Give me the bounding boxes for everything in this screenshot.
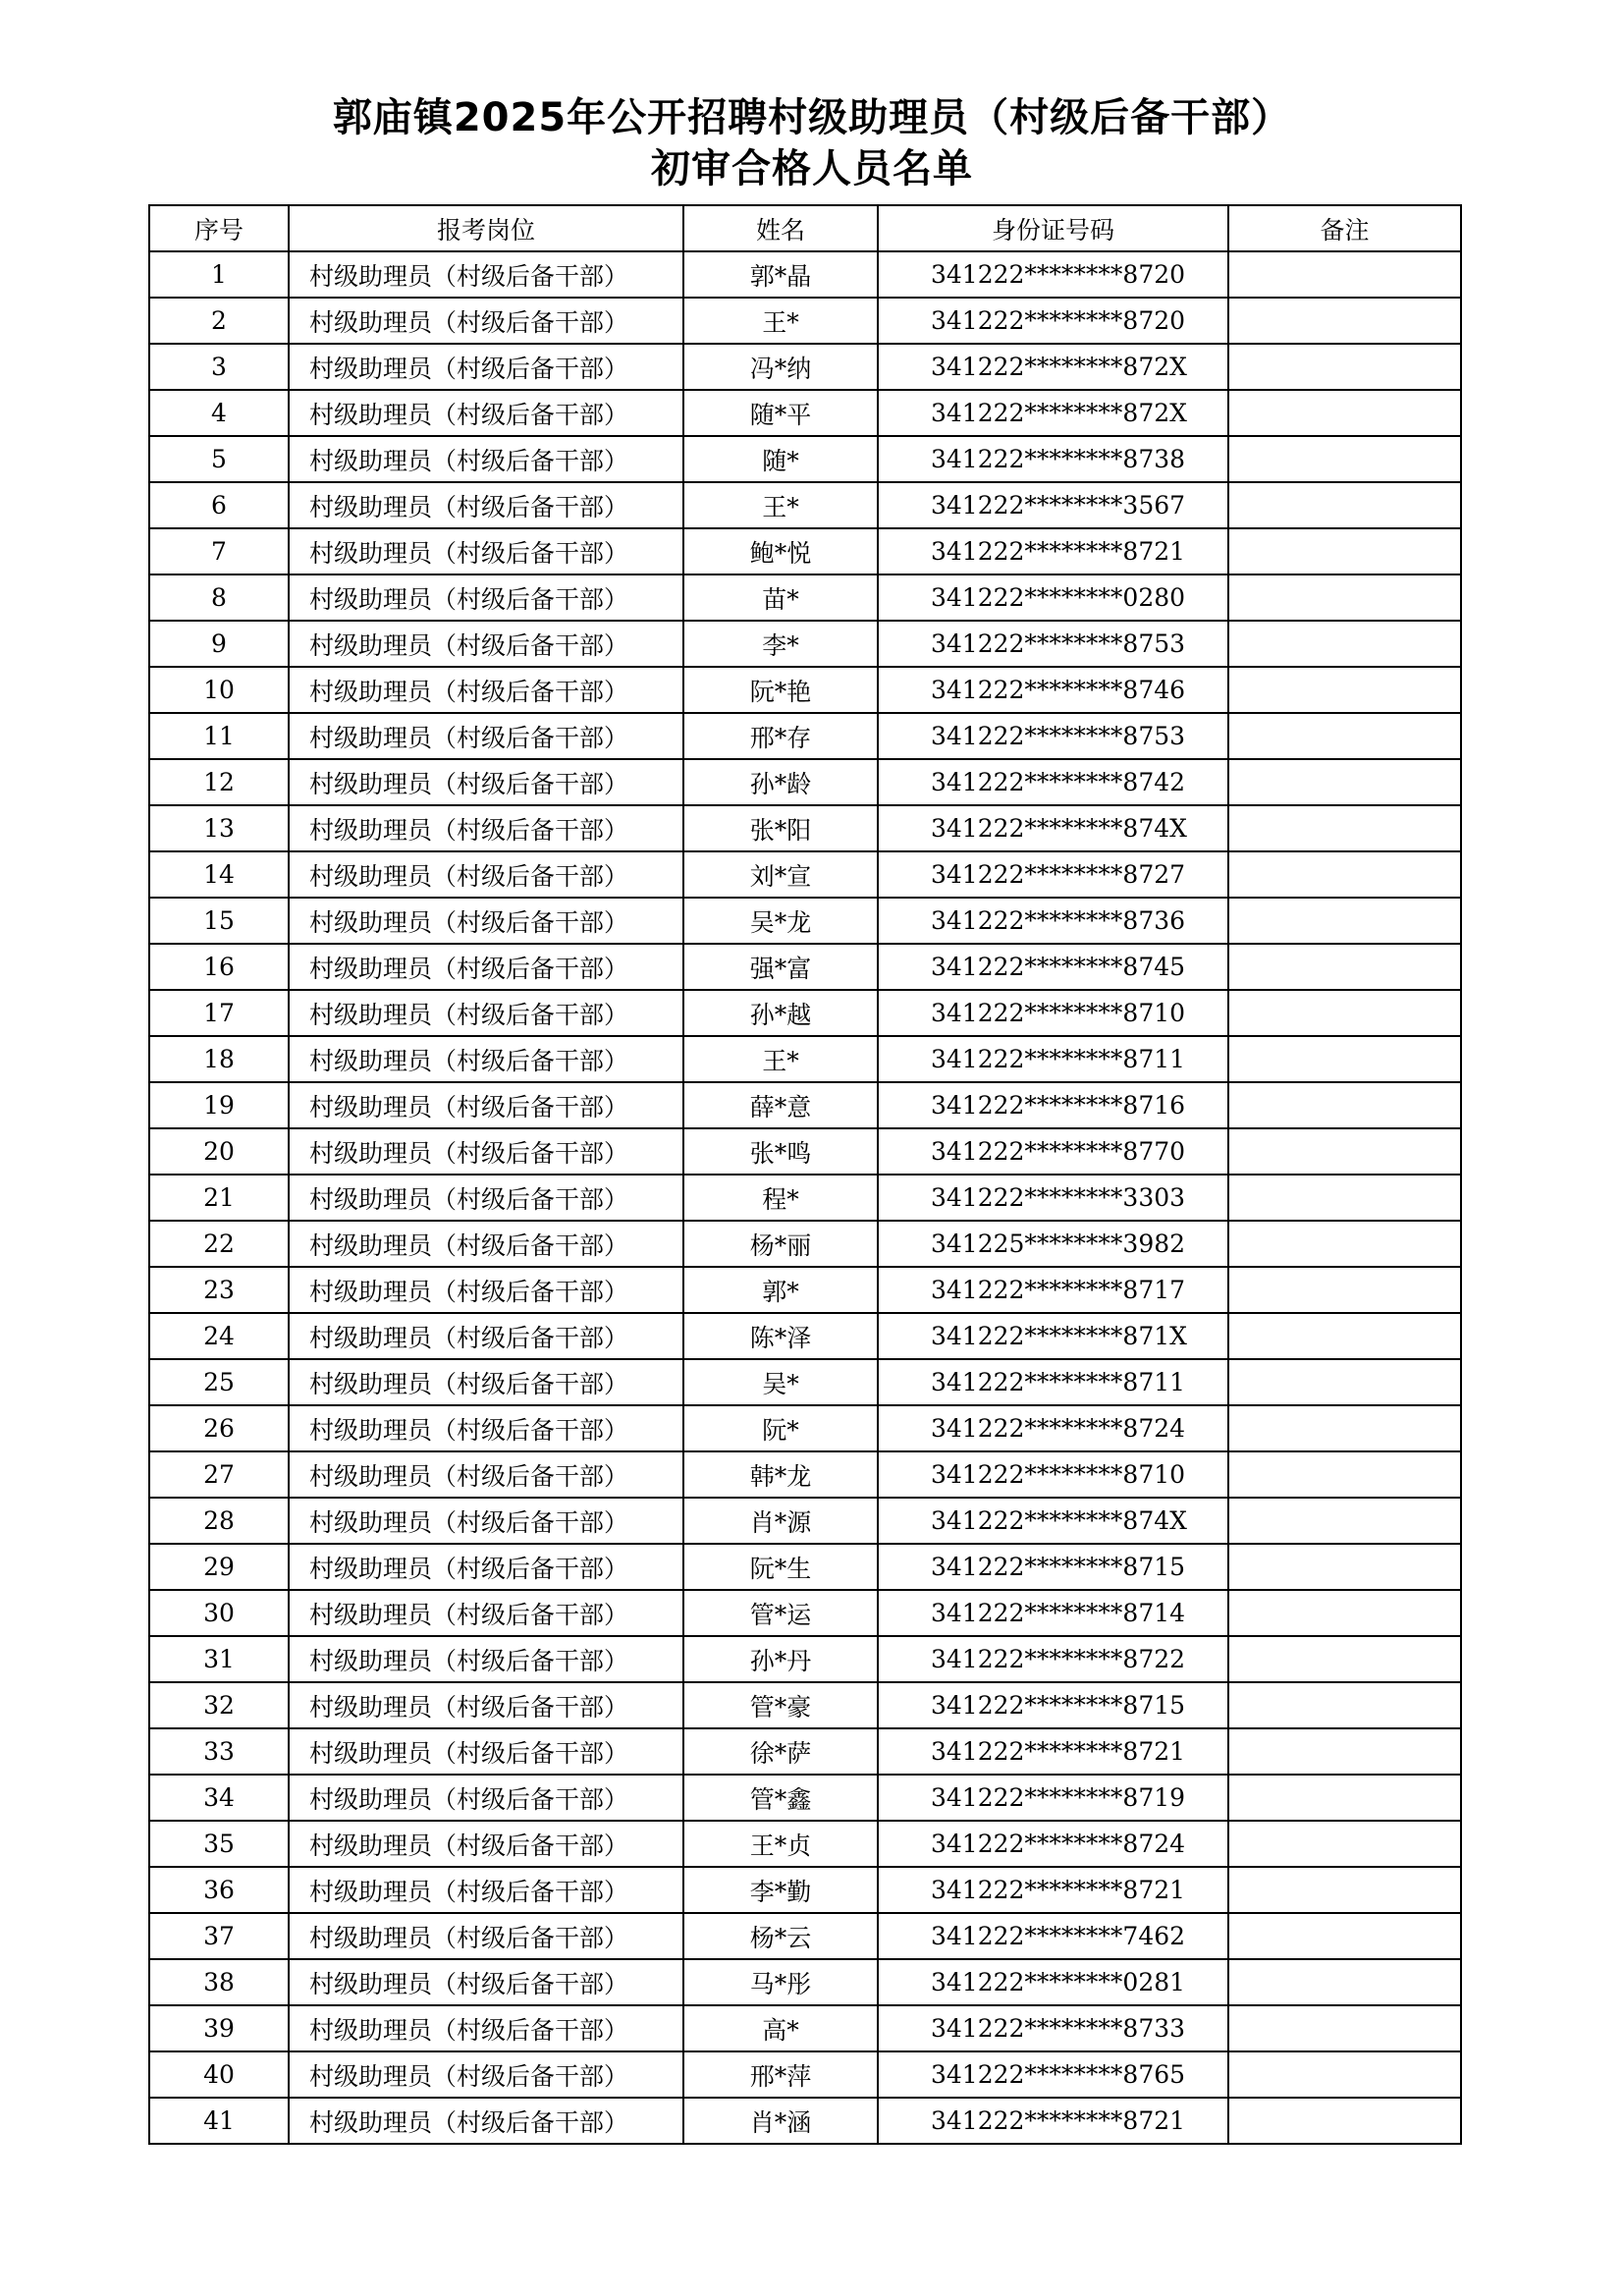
table-row — [149, 1821, 1461, 1867]
cell-id-number: 341222********8736 — [878, 898, 1228, 944]
cell-serial-number: 28 — [149, 1498, 289, 1544]
cell-serial-number: 3 — [149, 344, 289, 390]
cell-remarks — [1228, 805, 1461, 851]
table-row — [149, 1082, 1461, 1128]
cell-applied-position: 村级助理员（村级后备干部） — [289, 1175, 683, 1221]
cell-id-number: 341222********871X — [878, 1313, 1228, 1359]
table-row — [149, 1636, 1461, 1682]
cell-id-number: 341222********8721 — [878, 528, 1228, 574]
cell-remarks — [1228, 1036, 1461, 1082]
cell-name: 李*勤 — [683, 1867, 878, 1913]
cell-id-number: 341225********3982 — [878, 1221, 1228, 1267]
cell-serial-number: 25 — [149, 1359, 289, 1405]
table-header-row — [149, 205, 1461, 251]
table-row — [149, 1867, 1461, 1913]
cell-serial-number: 41 — [149, 2098, 289, 2144]
cell-id-number: 341222********3567 — [878, 482, 1228, 528]
cell-applied-position: 村级助理员（村级后备干部） — [289, 713, 683, 759]
cell-name: 张*阳 — [683, 805, 878, 851]
cell-remarks — [1228, 1636, 1461, 1682]
cell-id-number: 341222********872X — [878, 344, 1228, 390]
cell-remarks — [1228, 574, 1461, 621]
cell-id-number: 341222********8716 — [878, 1082, 1228, 1128]
cell-remarks — [1228, 667, 1461, 713]
cell-id-number: 341222********8724 — [878, 1821, 1228, 1867]
cell-applied-position: 村级助理员（村级后备干部） — [289, 298, 683, 344]
table-row — [149, 251, 1461, 298]
table-row — [149, 1590, 1461, 1636]
cell-serial-number: 21 — [149, 1175, 289, 1221]
cell-remarks — [1228, 1359, 1461, 1405]
cell-id-number: 341222********7462 — [878, 1913, 1228, 1959]
cell-applied-position: 村级助理员（村级后备干部） — [289, 436, 683, 482]
cell-applied-position: 村级助理员（村级后备干部） — [289, 898, 683, 944]
cell-serial-number: 16 — [149, 944, 289, 990]
cell-id-number: 341222********8711 — [878, 1036, 1228, 1082]
cell-remarks — [1228, 1913, 1461, 1959]
cell-id-number: 341222********8738 — [878, 436, 1228, 482]
cell-name: 郭*晶 — [683, 251, 878, 298]
cell-name: 邢*存 — [683, 713, 878, 759]
document-title-line1: 郭庙镇2025年公开招聘村级助理员（村级后备干部） — [332, 95, 1292, 140]
table-row — [149, 1728, 1461, 1775]
cell-applied-position: 村级助理员（村级后备干部） — [289, 344, 683, 390]
cell-applied-position: 村级助理员（村级后备干部） — [289, 990, 683, 1036]
cell-applied-position: 村级助理员（村级后备干部） — [289, 851, 683, 898]
cell-id-number: 341222********8711 — [878, 1359, 1228, 1405]
cell-applied-position: 村级助理员（村级后备干部） — [289, 1682, 683, 1728]
cell-serial-number: 33 — [149, 1728, 289, 1775]
cell-serial-number: 15 — [149, 898, 289, 944]
table-row — [149, 1451, 1461, 1498]
cell-applied-position: 村级助理员（村级后备干部） — [289, 2051, 683, 2098]
cell-serial-number: 12 — [149, 759, 289, 805]
table-row — [149, 805, 1461, 851]
cell-remarks — [1228, 851, 1461, 898]
cell-id-number: 341222********8715 — [878, 1544, 1228, 1590]
cell-serial-number: 26 — [149, 1405, 289, 1451]
cell-id-number: 341222********0280 — [878, 574, 1228, 621]
cell-name: 阮* — [683, 1405, 878, 1451]
table-row — [149, 713, 1461, 759]
cell-name: 孙*龄 — [683, 759, 878, 805]
qualified-candidates-table — [148, 204, 1462, 2145]
cell-id-number: 341222********8719 — [878, 1775, 1228, 1821]
cell-name: 邢*萍 — [683, 2051, 878, 2098]
cell-name: 孙*越 — [683, 990, 878, 1036]
cell-remarks — [1228, 528, 1461, 574]
cell-id-number: 341222********8710 — [878, 990, 1228, 1036]
table-row — [149, 482, 1461, 528]
table-row — [149, 1128, 1461, 1175]
cell-id-number: 341222********8753 — [878, 713, 1228, 759]
cell-serial-number: 17 — [149, 990, 289, 1036]
table-row — [149, 2005, 1461, 2051]
cell-applied-position: 村级助理员（村级后备干部） — [289, 1636, 683, 1682]
cell-remarks — [1228, 482, 1461, 528]
cell-serial-number: 19 — [149, 1082, 289, 1128]
cell-id-number: 341222********8720 — [878, 251, 1228, 298]
cell-applied-position: 村级助理员（村级后备干部） — [289, 528, 683, 574]
cell-serial-number: 37 — [149, 1913, 289, 1959]
cell-applied-position: 村级助理员（村级后备干部） — [289, 1959, 683, 2005]
cell-serial-number: 18 — [149, 1036, 289, 1082]
cell-name: 杨*丽 — [683, 1221, 878, 1267]
cell-applied-position: 村级助理员（村级后备干部） — [289, 1267, 683, 1313]
cell-applied-position: 村级助理员（村级后备干部） — [289, 667, 683, 713]
cell-serial-number: 7 — [149, 528, 289, 574]
cell-serial-number: 24 — [149, 1313, 289, 1359]
cell-applied-position: 村级助理员（村级后备干部） — [289, 482, 683, 528]
cell-remarks — [1228, 1082, 1461, 1128]
cell-name: 鲍*悦 — [683, 528, 878, 574]
cell-id-number: 341222********8710 — [878, 1451, 1228, 1498]
cell-applied-position: 村级助理员（村级后备干部） — [289, 805, 683, 851]
cell-name: 程* — [683, 1175, 878, 1221]
cell-id-number: 341222********8717 — [878, 1267, 1228, 1313]
cell-serial-number: 20 — [149, 1128, 289, 1175]
table-row — [149, 1544, 1461, 1590]
cell-remarks — [1228, 1590, 1461, 1636]
cell-serial-number: 27 — [149, 1451, 289, 1498]
cell-serial-number: 35 — [149, 1821, 289, 1867]
cell-applied-position: 村级助理员（村级后备干部） — [289, 1405, 683, 1451]
cell-id-number: 341222********3303 — [878, 1175, 1228, 1221]
cell-name: 吴*龙 — [683, 898, 878, 944]
cell-remarks — [1228, 1959, 1461, 2005]
cell-serial-number: 1 — [149, 251, 289, 298]
cell-serial-number: 13 — [149, 805, 289, 851]
cell-remarks — [1228, 1682, 1461, 1728]
table-body — [149, 251, 1461, 2144]
cell-remarks — [1228, 251, 1461, 298]
cell-id-number: 341222********8745 — [878, 944, 1228, 990]
cell-applied-position: 村级助理员（村级后备干部） — [289, 1590, 683, 1636]
cell-name: 管*鑫 — [683, 1775, 878, 1821]
table-row — [149, 1775, 1461, 1821]
cell-id-number: 341222********8722 — [878, 1636, 1228, 1682]
cell-name: 阮*生 — [683, 1544, 878, 1590]
cell-id-number: 341222********8742 — [878, 759, 1228, 805]
cell-applied-position: 村级助理员（村级后备干部） — [289, 574, 683, 621]
table-row — [149, 851, 1461, 898]
table-row — [149, 1959, 1461, 2005]
table-row — [149, 344, 1461, 390]
cell-serial-number: 4 — [149, 390, 289, 436]
cell-id-number: 341222********8770 — [878, 1128, 1228, 1175]
cell-name: 王* — [683, 298, 878, 344]
cell-name: 马*彤 — [683, 1959, 878, 2005]
table-row — [149, 298, 1461, 344]
cell-serial-number: 6 — [149, 482, 289, 528]
cell-name: 孙*丹 — [683, 1636, 878, 1682]
table-row — [149, 1498, 1461, 1544]
cell-name: 王*贞 — [683, 1821, 878, 1867]
cell-id-number: 341222********8721 — [878, 1728, 1228, 1775]
table-row — [149, 1405, 1461, 1451]
cell-remarks — [1228, 390, 1461, 436]
cell-name: 随* — [683, 436, 878, 482]
cell-name: 杨*云 — [683, 1913, 878, 1959]
cell-serial-number: 10 — [149, 667, 289, 713]
cell-applied-position: 村级助理员（村级后备干部） — [289, 1821, 683, 1867]
cell-name: 高* — [683, 2005, 878, 2051]
cell-applied-position: 村级助理员（村级后备干部） — [289, 1082, 683, 1128]
cell-applied-position: 村级助理员（村级后备干部） — [289, 1221, 683, 1267]
cell-applied-position: 村级助理员（村级后备干部） — [289, 1498, 683, 1544]
cell-serial-number: 34 — [149, 1775, 289, 1821]
cell-remarks — [1228, 2098, 1461, 2144]
table-row — [149, 1267, 1461, 1313]
cell-serial-number: 38 — [149, 1959, 289, 2005]
cell-serial-number: 31 — [149, 1636, 289, 1682]
cell-name: 薛*意 — [683, 1082, 878, 1128]
cell-serial-number: 22 — [149, 1221, 289, 1267]
cell-id-number: 341222********872X — [878, 390, 1228, 436]
cell-name: 张*鸣 — [683, 1128, 878, 1175]
cell-serial-number: 5 — [149, 436, 289, 482]
cell-applied-position: 村级助理员（村级后备干部） — [289, 1775, 683, 1821]
cell-id-number: 341222********8765 — [878, 2051, 1228, 2098]
cell-serial-number: 29 — [149, 1544, 289, 1590]
cell-id-number: 341222********8733 — [878, 2005, 1228, 2051]
cell-applied-position: 村级助理员（村级后备干部） — [289, 390, 683, 436]
cell-remarks — [1228, 1405, 1461, 1451]
cell-applied-position: 村级助理员（村级后备干部） — [289, 1728, 683, 1775]
table-row — [149, 2098, 1461, 2144]
cell-remarks — [1228, 2051, 1461, 2098]
cell-applied-position: 村级助理员（村级后备干部） — [289, 759, 683, 805]
cell-serial-number: 30 — [149, 1590, 289, 1636]
cell-applied-position: 村级助理员（村级后备干部） — [289, 1036, 683, 1082]
cell-name: 陈*泽 — [683, 1313, 878, 1359]
cell-applied-position: 村级助理员（村级后备干部） — [289, 944, 683, 990]
cell-name: 冯*纳 — [683, 344, 878, 390]
cell-remarks — [1228, 990, 1461, 1036]
cell-remarks — [1228, 1221, 1461, 1267]
cell-serial-number: 39 — [149, 2005, 289, 2051]
table-row — [149, 1682, 1461, 1728]
document-title-line2: 初审合格人员名单 — [651, 146, 973, 191]
table-row — [149, 1036, 1461, 1082]
cell-id-number: 341222********8724 — [878, 1405, 1228, 1451]
header-serial-number: 序号 — [149, 205, 289, 251]
table-row — [149, 898, 1461, 944]
cell-remarks — [1228, 1128, 1461, 1175]
cell-remarks — [1228, 898, 1461, 944]
cell-applied-position: 村级助理员（村级后备干部） — [289, 1128, 683, 1175]
table-row — [149, 990, 1461, 1036]
cell-remarks — [1228, 759, 1461, 805]
cell-name: 王* — [683, 482, 878, 528]
cell-name: 徐*萨 — [683, 1728, 878, 1775]
table-row — [149, 390, 1461, 436]
cell-name: 肖*源 — [683, 1498, 878, 1544]
cell-id-number: 341222********8715 — [878, 1682, 1228, 1728]
table-row — [149, 621, 1461, 667]
cell-remarks — [1228, 344, 1461, 390]
cell-remarks — [1228, 1313, 1461, 1359]
cell-id-number: 341222********8727 — [878, 851, 1228, 898]
table-row — [149, 1313, 1461, 1359]
table-row — [149, 1221, 1461, 1267]
cell-id-number: 341222********8720 — [878, 298, 1228, 344]
cell-name: 刘*宣 — [683, 851, 878, 898]
header-applied-position: 报考岗位 — [289, 205, 683, 251]
cell-remarks — [1228, 1867, 1461, 1913]
table-row — [149, 574, 1461, 621]
cell-remarks — [1228, 298, 1461, 344]
cell-remarks — [1228, 1728, 1461, 1775]
cell-applied-position: 村级助理员（村级后备干部） — [289, 1359, 683, 1405]
cell-remarks — [1228, 1775, 1461, 1821]
table-row — [149, 944, 1461, 990]
cell-id-number: 341222********0281 — [878, 1959, 1228, 2005]
cell-name: 郭* — [683, 1267, 878, 1313]
cell-remarks — [1228, 436, 1461, 482]
cell-id-number: 341222********874X — [878, 1498, 1228, 1544]
table-row — [149, 2051, 1461, 2098]
cell-remarks — [1228, 1175, 1461, 1221]
header-name: 姓名 — [683, 205, 878, 251]
cell-name: 苗* — [683, 574, 878, 621]
cell-serial-number: 40 — [149, 2051, 289, 2098]
cell-serial-number: 32 — [149, 1682, 289, 1728]
cell-serial-number: 23 — [149, 1267, 289, 1313]
cell-applied-position: 村级助理员（村级后备干部） — [289, 1913, 683, 1959]
table-row — [149, 759, 1461, 805]
cell-serial-number: 9 — [149, 621, 289, 667]
cell-remarks — [1228, 1821, 1461, 1867]
table-row — [149, 667, 1461, 713]
cell-name: 王* — [683, 1036, 878, 1082]
cell-remarks — [1228, 621, 1461, 667]
table-row — [149, 1913, 1461, 1959]
cell-remarks — [1228, 1498, 1461, 1544]
table-row — [149, 1359, 1461, 1405]
cell-remarks — [1228, 1544, 1461, 1590]
cell-applied-position: 村级助理员（村级后备干部） — [289, 2098, 683, 2144]
cell-name: 管*运 — [683, 1590, 878, 1636]
cell-applied-position: 村级助理员（村级后备干部） — [289, 1867, 683, 1913]
cell-serial-number: 2 — [149, 298, 289, 344]
cell-applied-position: 村级助理员（村级后备干部） — [289, 2005, 683, 2051]
cell-name: 随*平 — [683, 390, 878, 436]
cell-applied-position: 村级助理员（村级后备干部） — [289, 251, 683, 298]
cell-id-number: 341222********8753 — [878, 621, 1228, 667]
cell-serial-number: 8 — [149, 574, 289, 621]
cell-serial-number: 36 — [149, 1867, 289, 1913]
cell-serial-number: 14 — [149, 851, 289, 898]
cell-name: 李* — [683, 621, 878, 667]
cell-name: 韩*龙 — [683, 1451, 878, 1498]
cell-remarks — [1228, 1451, 1461, 1498]
cell-name: 强*富 — [683, 944, 878, 990]
cell-applied-position: 村级助理员（村级后备干部） — [289, 1451, 683, 1498]
cell-name: 肖*涵 — [683, 2098, 878, 2144]
header-remarks: 备注 — [1228, 205, 1461, 251]
cell-name: 吴* — [683, 1359, 878, 1405]
cell-applied-position: 村级助理员（村级后备干部） — [289, 1313, 683, 1359]
cell-applied-position: 村级助理员（村级后备干部） — [289, 1544, 683, 1590]
table-row — [149, 1175, 1461, 1221]
cell-remarks — [1228, 944, 1461, 990]
cell-name: 管*豪 — [683, 1682, 878, 1728]
cell-name: 阮*艳 — [683, 667, 878, 713]
table-row — [149, 528, 1461, 574]
header-id-number: 身份证号码 — [878, 205, 1228, 251]
table-row — [149, 436, 1461, 482]
cell-id-number: 341222********8721 — [878, 1867, 1228, 1913]
cell-remarks — [1228, 1267, 1461, 1313]
cell-remarks — [1228, 2005, 1461, 2051]
cell-serial-number: 11 — [149, 713, 289, 759]
cell-remarks — [1228, 713, 1461, 759]
cell-id-number: 341222********874X — [878, 805, 1228, 851]
cell-applied-position: 村级助理员（村级后备干部） — [289, 621, 683, 667]
cell-id-number: 341222********8746 — [878, 667, 1228, 713]
cell-id-number: 341222********8714 — [878, 1590, 1228, 1636]
cell-id-number: 341222********8721 — [878, 2098, 1228, 2144]
